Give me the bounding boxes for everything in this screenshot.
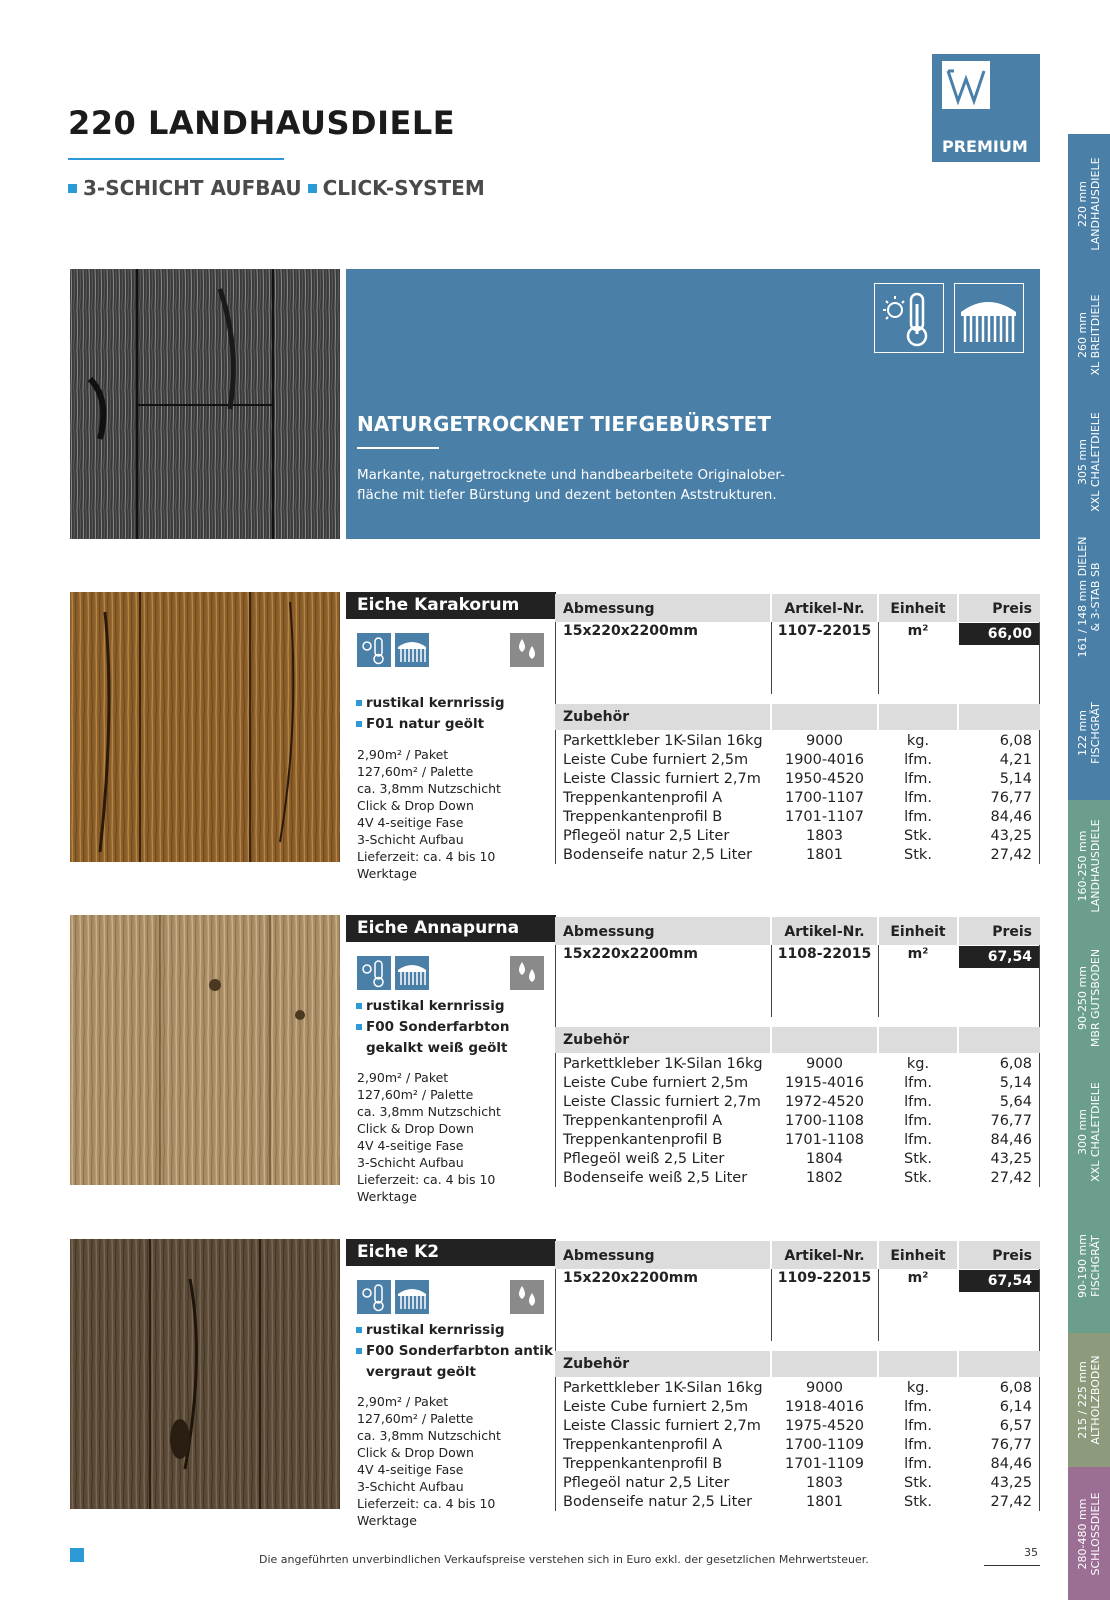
title-underline (68, 158, 284, 160)
footer-note: Die angeführten unverbindlichen Verkaufspreise verstehen sich in Euro exkl. der gesetzlichen Mehrwertsteuer. (259, 1553, 869, 1566)
accessory-units (879, 1055, 957, 1188)
oiled-drops-icon (510, 633, 544, 667)
product-image-annapurna (70, 915, 340, 1185)
table-rule (1039, 622, 1040, 864)
accessory-article: 1802 (806, 1170, 843, 1186)
side-tab-size: 90-250 mm (1076, 966, 1089, 1030)
accessory-name: Parkettkleber 1K-Silan 16kg (563, 1056, 763, 1072)
accessory-price: 6,08 (999, 1056, 1032, 1072)
side-tab-name: LANDHAUSDIELE (1089, 156, 1102, 251)
accessory-name: Leiste Cube furniert 2,5m (563, 1399, 749, 1415)
product-image-k2 (70, 1239, 340, 1509)
accessory-price: 6,57 (999, 1418, 1032, 1434)
accessory-price: 27,42 (990, 1170, 1032, 1186)
accessory-units (879, 732, 957, 865)
feature-line (68, 176, 485, 200)
accessory-price: 84,46 (990, 809, 1032, 825)
hero-heading-underline (357, 447, 439, 449)
col-price: Preis (959, 594, 1040, 622)
accessory-name: Parkettkleber 1K-Silan 16kg (563, 733, 763, 749)
natural-dried-icon (874, 283, 944, 353)
spec-line: 4V 4-seitige Fase (357, 815, 464, 830)
main-price: 67,54 (959, 946, 1040, 968)
feature-item: rustikal kernrissig (366, 998, 505, 1014)
header-fill (879, 704, 957, 730)
product-features (356, 1320, 556, 1383)
side-tab-name: XL BREITDIELE (1089, 294, 1102, 376)
hero-wood-image (70, 269, 340, 539)
table-rule (1039, 945, 1040, 1187)
spec-line: ca. 3,8mm Nutzschicht (357, 1104, 501, 1119)
accessory-article: 1972-4520 (784, 1094, 865, 1110)
w-logo-icon (942, 61, 990, 109)
table-rule (771, 622, 772, 694)
main-unit: m² (907, 946, 929, 962)
side-tab-215-225-altholzboden[interactable] (1068, 1333, 1110, 1467)
col-accessories: Zubehör (555, 1351, 770, 1377)
main-article: 1107-22015 (777, 623, 872, 639)
table-rule (771, 945, 772, 1017)
spec-line: ca. 3,8mm Nutzschicht (357, 1428, 501, 1443)
spec-line: 2,90m² / Paket (357, 1070, 449, 1085)
accessories-header (555, 1351, 1040, 1377)
spec-line: 4V 4-seitige Fase (357, 1462, 464, 1477)
side-tab-size: 161 / 148 mm DIELEN (1076, 535, 1089, 658)
feature-item: rustikal kernrissig (366, 1322, 505, 1338)
accessory-unit: lfm. (904, 1418, 932, 1434)
side-tab-90-190-fischgraet[interactable] (1068, 1199, 1110, 1333)
natural-dried-icon (357, 956, 391, 990)
col-accessories: Zubehör (555, 1027, 770, 1053)
side-tab-name: XXL CHALETDIELE (1089, 1082, 1102, 1182)
accessory-article: 1975-4520 (784, 1418, 865, 1434)
spec-line: Click & Drop Down (357, 798, 474, 813)
spec-line: Click & Drop Down (357, 1445, 474, 1460)
accessory-unit: lfm. (904, 1075, 932, 1091)
spec-line: Lieferzeit: ca. 4 bis 10 Werktage (357, 849, 496, 881)
accessory-unit: lfm. (904, 752, 932, 768)
accessory-article: 1804 (806, 1151, 843, 1167)
product-icons (357, 633, 557, 669)
col-accessories: Zubehör (555, 704, 770, 730)
spec-line: 4V 4-seitige Fase (357, 1138, 464, 1153)
accessory-name: Bodenseife natur 2,5 Liter (563, 847, 753, 863)
product-name: Eiche K2 (346, 1239, 556, 1266)
accessory-names (563, 732, 763, 865)
side-tab-305-chaletdiele[interactable] (1068, 397, 1110, 527)
main-dimension: 15x220x2200mm (563, 946, 698, 962)
accessory-unit: lfm. (904, 790, 932, 806)
spec-line: Lieferzeit: ca. 4 bis 10 Werktage (357, 1496, 496, 1528)
feature-item: F00 Sonderfarbton antik vergraut geölt (366, 1343, 553, 1380)
accessory-article: 9000 (806, 1380, 843, 1396)
col-article: Artikel-Nr. (772, 594, 877, 622)
col-article: Artikel-Nr. (772, 917, 877, 945)
accessory-article: 1700-1109 (784, 1437, 865, 1453)
accessory-name: Parkettkleber 1K-Silan 16kg (563, 1380, 763, 1396)
col-unit: Einheit (879, 1241, 957, 1269)
accessory-unit: Stk. (904, 1475, 932, 1491)
table-rule (555, 622, 556, 864)
side-tab-160-250-landhausdiele[interactable] (1068, 800, 1110, 931)
accessory-unit: kg. (906, 1056, 930, 1072)
spec-line: 3-Schicht Aufbau (357, 1479, 464, 1494)
accessory-unit: lfm. (904, 1456, 932, 1472)
side-tab-name: FISCHGRÄT (1089, 702, 1102, 764)
page-number: 35 (1024, 1546, 1038, 1559)
accessory-name: Treppenkantenprofil B (563, 809, 723, 825)
main-article: 1108-22015 (777, 946, 872, 962)
accessory-price: 76,77 (990, 1113, 1032, 1129)
accessory-price: 84,46 (990, 1456, 1032, 1472)
accessory-article: 9000 (806, 1056, 843, 1072)
side-tab-name: & 3-STAB SB (1089, 562, 1102, 631)
side-tab-size: 90-190 mm (1076, 1234, 1089, 1298)
accessory-unit: lfm. (904, 809, 932, 825)
spec-line: 127,60m² / Palette (357, 1087, 474, 1102)
header-fill (772, 704, 877, 730)
accessory-article: 1700-1107 (784, 790, 865, 806)
side-tab-name: XXL CHALETDIELE (1089, 412, 1102, 512)
accessory-price: 6,08 (999, 1380, 1032, 1396)
bullet-square (68, 184, 77, 193)
side-tab-122-fischgraet[interactable] (1068, 666, 1110, 800)
accessory-unit: kg. (906, 1380, 930, 1396)
main-unit: m² (907, 1270, 929, 1286)
side-tab-size: 220 mm (1076, 180, 1089, 227)
accessory-unit: lfm. (904, 1399, 932, 1415)
accessory-prices (959, 732, 1032, 865)
accessory-article: 1918-4016 (784, 1399, 865, 1415)
product-name: Eiche Annapurna (346, 915, 556, 942)
side-tab-90-250-gutsboden[interactable] (1068, 931, 1110, 1065)
side-tab-size: 300 mm (1076, 1109, 1089, 1155)
side-tab-161-148-dielen[interactable] (1068, 527, 1110, 666)
col-unit: Einheit (879, 594, 957, 622)
product-specs (357, 746, 557, 882)
accessory-article: 1900-4016 (784, 752, 865, 768)
accessory-price: 6,14 (999, 1399, 1032, 1415)
product-specs (357, 1393, 557, 1529)
accessory-unit: lfm. (904, 1437, 932, 1453)
accessory-article: 1701-1109 (784, 1456, 865, 1472)
accessory-price: 5,14 (999, 1075, 1032, 1091)
hero-description: Markante, naturgetrocknete und handbearbeitete Originalober-fläche mit tiefer Bürstung und dezent betonten Aststrukturen. (357, 467, 785, 503)
accessory-name: Treppenkantenprofil B (563, 1456, 723, 1472)
accessory-price: 5,64 (999, 1094, 1032, 1110)
col-dimension: Abmessung (555, 594, 770, 622)
oiled-drops-icon (510, 956, 544, 990)
header-fill (879, 1351, 957, 1377)
table-rule (878, 622, 879, 694)
accessory-name: Bodenseife weiß 2,5 Liter (563, 1170, 748, 1186)
header-fill (959, 704, 1040, 730)
accessory-articles (772, 1379, 877, 1512)
side-tab-size: 122 mm (1076, 710, 1089, 756)
spec-line: Lieferzeit: ca. 4 bis 10 Werktage (357, 1172, 496, 1204)
feature-item: rustikal kernrissig (366, 695, 505, 711)
main-price: 67,54 (959, 1270, 1040, 1292)
natural-dried-icon (357, 1280, 391, 1314)
accessory-article: 9000 (806, 733, 843, 749)
col-dimension: Abmessung (555, 917, 770, 945)
spec-line: 2,90m² / Paket (357, 747, 449, 762)
accessory-price: 27,42 (990, 847, 1032, 863)
header-fill (772, 1351, 877, 1377)
side-tab-size: 215 / 225 mm (1076, 1361, 1089, 1439)
accessory-name: Pflegeöl weiß 2,5 Liter (563, 1151, 725, 1167)
side-tab-name: SCHLOSSDIELE (1089, 1491, 1102, 1576)
accessory-price: 84,46 (990, 1132, 1032, 1148)
side-tab-name: MBR GUTSBODEN (1089, 948, 1102, 1048)
accessory-unit: Stk. (904, 847, 932, 863)
accessory-price: 76,77 (990, 1437, 1032, 1453)
side-tab-name: FISCHGRÄT (1089, 1235, 1102, 1297)
col-dimension: Abmessung (555, 1241, 770, 1269)
accessory-name: Treppenkantenprofil B (563, 1132, 723, 1148)
col-unit: Einheit (879, 917, 957, 945)
accessory-units (879, 1379, 957, 1512)
brushed-icon (395, 633, 429, 667)
accessory-article: 1950-4520 (784, 771, 865, 787)
accessory-name: Treppenkantenprofil A (563, 1113, 723, 1129)
table-rule (555, 1269, 556, 1511)
side-tab-220-landhausdiele[interactable] (1068, 134, 1110, 273)
accessory-unit: lfm. (904, 1132, 932, 1148)
header-fill (959, 1027, 1040, 1053)
accessory-name: Leiste Classic furniert 2,7m (563, 1094, 761, 1110)
main-article: 1109-22015 (777, 1270, 872, 1286)
spec-line: 127,60m² / Palette (357, 764, 474, 779)
table-rule (771, 1269, 772, 1341)
col-price: Preis (959, 917, 1040, 945)
spec-line: ca. 3,8mm Nutzschicht (357, 781, 501, 796)
accessory-name: Treppenkantenprofil A (563, 1437, 723, 1453)
feature-item: F00 Sonderfarbton gekalkt weiß geölt (366, 1019, 510, 1056)
price-table (555, 594, 1040, 864)
accessory-article: 1915-4016 (784, 1075, 865, 1091)
accessory-unit: Stk. (904, 828, 932, 844)
accessory-article: 1701-1108 (784, 1132, 865, 1148)
accessory-price: 5,14 (999, 771, 1032, 787)
accessory-name: Bodenseife natur 2,5 Liter (563, 1494, 753, 1510)
product-features (356, 996, 556, 1059)
accessory-unit: Stk. (904, 1151, 932, 1167)
hero-panel (346, 269, 1040, 539)
table-rule (555, 945, 556, 1187)
accessory-price: 4,21 (999, 752, 1032, 768)
brushed-icon (395, 1280, 429, 1314)
spec-line: 2,90m² / Paket (357, 1394, 449, 1409)
main-dimension: 15x220x2200mm (563, 623, 698, 639)
brand-logo (932, 54, 1040, 162)
spec-line: 127,60m² / Palette (357, 1411, 474, 1426)
price-table (555, 917, 1040, 1187)
accessory-price: 6,08 (999, 733, 1032, 749)
accessories-header (555, 1027, 1040, 1053)
accessory-article: 1801 (806, 1494, 843, 1510)
col-article: Artikel-Nr. (772, 1241, 877, 1269)
header-fill (772, 1027, 877, 1053)
product-icons (357, 956, 557, 992)
accessory-article: 1803 (806, 1475, 843, 1491)
price-table (555, 1241, 1040, 1511)
accessory-price: 43,25 (990, 1475, 1032, 1491)
accessory-name: Pflegeöl natur 2,5 Liter (563, 828, 730, 844)
side-tab-260-breitdiele[interactable] (1068, 273, 1110, 397)
header-fill (879, 1027, 957, 1053)
footer-square (70, 1548, 84, 1562)
side-tab-name: LANDHAUSDIELE (1089, 818, 1102, 913)
spec-line: Click & Drop Down (357, 1121, 474, 1136)
accessory-price: 43,25 (990, 828, 1032, 844)
feature-layer: 3-SCHICHT AUFBAU (83, 176, 302, 200)
side-tab-size: 280-480 mm (1076, 1498, 1089, 1569)
table-rule (878, 1269, 879, 1341)
accessory-name: Pflegeöl natur 2,5 Liter (563, 1475, 730, 1491)
accessory-name: Treppenkantenprofil A (563, 790, 723, 806)
accessory-names (563, 1379, 763, 1512)
accessory-price: 76,77 (990, 790, 1032, 806)
accessory-name: Leiste Classic furniert 2,7m (563, 771, 761, 787)
product-image-karakorum (70, 592, 340, 862)
header-fill (959, 1351, 1040, 1377)
product-specs (357, 1069, 557, 1205)
accessory-price: 43,25 (990, 1151, 1032, 1167)
natural-dried-icon (357, 633, 391, 667)
product-features (356, 693, 556, 735)
accessory-articles (772, 1055, 877, 1188)
spec-line: 3-Schicht Aufbau (357, 1155, 464, 1170)
accessory-prices (959, 1055, 1032, 1188)
table-rule (878, 945, 879, 1017)
accessory-name: Leiste Cube furniert 2,5m (563, 752, 749, 768)
main-price: 66,00 (959, 623, 1040, 645)
accessory-unit: lfm. (904, 771, 932, 787)
accessory-unit: Stk. (904, 1494, 932, 1510)
side-tab-size: 160-250 mm (1076, 830, 1089, 901)
page-title: 220 LANDHAUSDIELE (68, 104, 456, 142)
side-tab-size: 305 mm (1076, 439, 1089, 485)
hero-heading: NATURGETROCKNET TIEFGEBÜRSTET (357, 412, 771, 436)
side-tab-300-chaletdiele[interactable] (1068, 1065, 1110, 1199)
main-unit: m² (907, 623, 929, 639)
side-tab-280-480-schlossdiele[interactable] (1068, 1467, 1110, 1600)
page-number-rule (984, 1565, 1040, 1566)
feature-click: CLICK-SYSTEM (322, 176, 485, 200)
accessory-article: 1803 (806, 828, 843, 844)
accessories-header (555, 704, 1040, 730)
accessory-name: Leiste Classic furniert 2,7m (563, 1418, 761, 1434)
accessory-unit: Stk. (904, 1170, 932, 1186)
feature-item: F01 natur geölt (366, 716, 485, 732)
side-tab-name: ALTHOLZBODEN (1089, 1355, 1102, 1445)
accessory-unit: lfm. (904, 1094, 932, 1110)
accessory-article: 1701-1107 (784, 809, 865, 825)
spec-line: 3-Schicht Aufbau (357, 832, 464, 847)
col-price: Preis (959, 1241, 1040, 1269)
product-name: Eiche Karakorum (346, 592, 556, 619)
accessory-price: 27,42 (990, 1494, 1032, 1510)
accessory-articles (772, 732, 877, 865)
accessory-unit: lfm. (904, 1113, 932, 1129)
accessory-article: 1801 (806, 847, 843, 863)
accessory-names (563, 1055, 763, 1188)
main-dimension: 15x220x2200mm (563, 1270, 698, 1286)
accessory-unit: kg. (906, 733, 930, 749)
brushed-icon (954, 283, 1024, 353)
side-tab-size: 260 mm (1076, 312, 1089, 358)
bullet-square (308, 184, 317, 193)
table-rule (1039, 1269, 1040, 1511)
accessory-prices (959, 1379, 1032, 1512)
brushed-icon (395, 956, 429, 990)
premium-label: PREMIUM (942, 137, 1028, 156)
oiled-drops-icon (510, 1280, 544, 1314)
product-icons (357, 1280, 557, 1316)
accessory-article: 1700-1108 (784, 1113, 865, 1129)
accessory-name: Leiste Cube furniert 2,5m (563, 1075, 749, 1091)
